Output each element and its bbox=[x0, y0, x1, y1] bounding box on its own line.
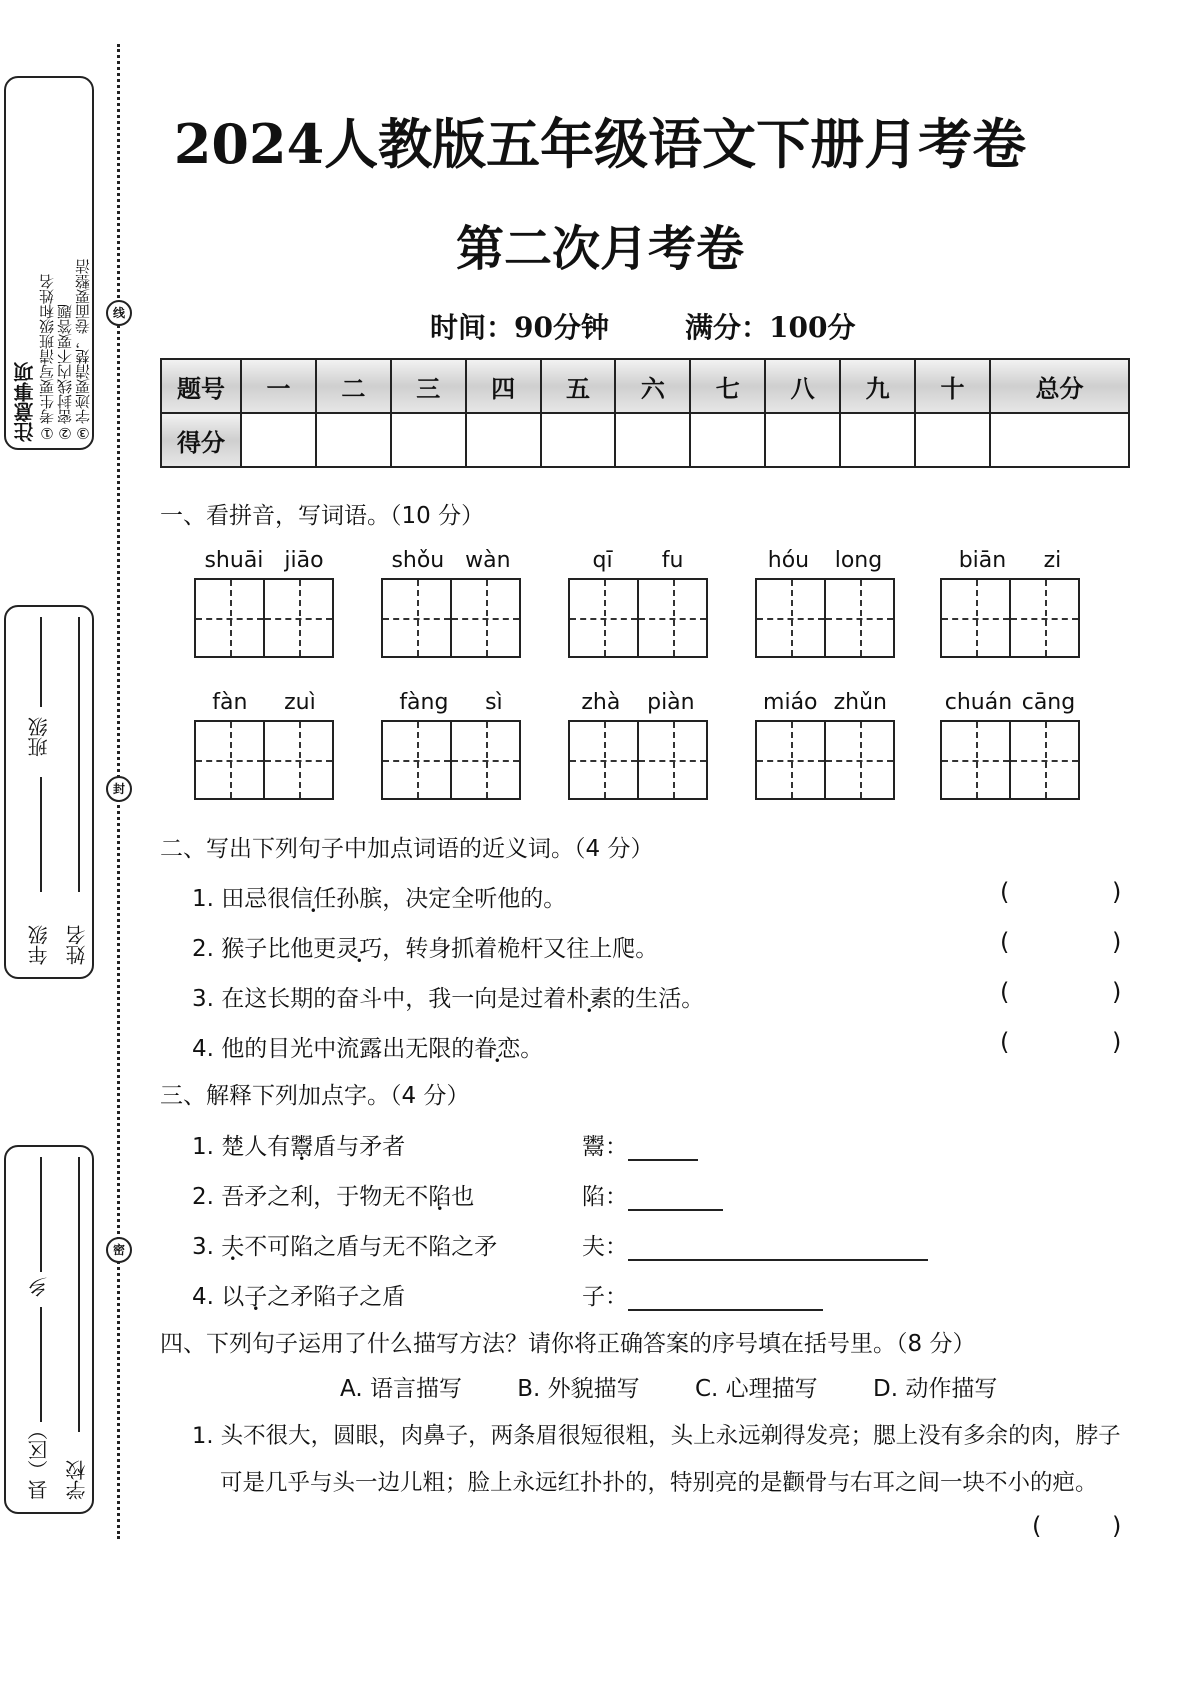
grade-label: 年级 bbox=[27, 925, 51, 965]
pinyin-word: shuāi jiāo bbox=[194, 548, 334, 658]
synonym-question-2: 2. 猴子比他更灵巧，转身抓着桅杆又往上爬。 bbox=[192, 936, 659, 962]
option-a: A. 语言描写 bbox=[340, 1376, 462, 1402]
option-d: D. 动作描写 bbox=[872, 1376, 998, 1402]
answer-line[interactable] bbox=[628, 1287, 823, 1311]
col-6: 六 bbox=[615, 359, 690, 413]
col-1: 一 bbox=[241, 359, 316, 413]
name-label: 姓名 bbox=[65, 925, 89, 965]
notice-item-2: ②密封线内不要答题 bbox=[56, 304, 74, 442]
notice-item-3: ③字迹要清楚，卷面要整洁 bbox=[74, 259, 92, 442]
answer-paren-close: ) bbox=[1112, 878, 1122, 906]
answer-line[interactable] bbox=[628, 1187, 723, 1211]
full-score: 满分：100分 bbox=[685, 311, 856, 344]
option-c: C. 心理描写 bbox=[694, 1376, 818, 1402]
question-number-label: 题号 bbox=[161, 359, 241, 413]
answer-paren-open: ( bbox=[1032, 1512, 1042, 1540]
writing-grid[interactable] bbox=[568, 578, 708, 658]
writing-grid[interactable] bbox=[381, 578, 521, 658]
synonym-question-4: 4. 他的目光中流露出无限的眷恋。 bbox=[192, 1036, 544, 1062]
writing-grid[interactable] bbox=[940, 720, 1080, 800]
pinyin-word: hóu long bbox=[755, 548, 895, 658]
col-4: 四 bbox=[466, 359, 541, 413]
section-3-heading: 三、解释下列加点字。（4 分） bbox=[160, 1083, 470, 1109]
writing-grid[interactable] bbox=[755, 578, 895, 658]
option-list bbox=[340, 1370, 1045, 1403]
score-label: 得分 bbox=[161, 413, 241, 467]
pinyin-word: chuán cāng bbox=[940, 690, 1080, 800]
explain-answer-1: 鬻： bbox=[582, 1128, 698, 1161]
score-cell[interactable] bbox=[541, 413, 616, 467]
col-total: 总分 bbox=[990, 359, 1129, 413]
describe-question-1-line-1: 1. 头不很大，圆眼，肉鼻子，两条眉很短很粗，头上永远剃得发亮；腮上没有多余的肉，脖子 bbox=[192, 1423, 1121, 1449]
col-9: 九 bbox=[840, 359, 915, 413]
answer-paren-open: ( bbox=[1000, 978, 1010, 1006]
county-field[interactable] bbox=[40, 1307, 42, 1422]
answer-paren-close: ) bbox=[1112, 928, 1122, 956]
class-label: 班级 bbox=[27, 717, 51, 757]
section-1-heading: 一、看拼音，写词语。（10 分） bbox=[160, 503, 485, 529]
pinyin-word: zhà piàn bbox=[568, 690, 708, 800]
col-3: 三 bbox=[391, 359, 466, 413]
pinyin-word: fàng sì bbox=[381, 690, 521, 800]
col-10: 十 bbox=[915, 359, 990, 413]
writing-grid[interactable] bbox=[381, 720, 521, 800]
seal-mark-mi: 密 bbox=[106, 1237, 132, 1263]
score-cell[interactable] bbox=[466, 413, 541, 467]
option-b: B. 外貌描写 bbox=[517, 1376, 640, 1402]
col-5: 五 bbox=[541, 359, 616, 413]
answer-line[interactable] bbox=[628, 1237, 928, 1261]
col-7: 七 bbox=[690, 359, 765, 413]
score-cell[interactable] bbox=[840, 413, 915, 467]
score-cell[interactable] bbox=[391, 413, 466, 467]
pinyin-word: shǒu wàn bbox=[381, 548, 521, 658]
school-field[interactable] bbox=[78, 1157, 80, 1432]
answer-paren-open: ( bbox=[1000, 1028, 1010, 1056]
section-2-heading: 二、写出下列句子中加点词语的近义词。（4 分） bbox=[160, 836, 654, 862]
pinyin-word: qī fu bbox=[568, 548, 708, 658]
explain-question-3: 3. 夫不可陷之盾与无不陷之矛 bbox=[192, 1234, 498, 1260]
answer-paren-close: ) bbox=[1112, 1028, 1122, 1056]
writing-grid[interactable] bbox=[755, 720, 895, 800]
writing-grid[interactable] bbox=[568, 720, 708, 800]
answer-paren-open: ( bbox=[1000, 928, 1010, 956]
school-info-box bbox=[4, 1145, 94, 1514]
notice-box bbox=[4, 76, 94, 450]
synonym-question-3: 3. 在这长期的奋斗中，我一向是过着朴素的生活。 bbox=[192, 986, 705, 1012]
explain-answer-2: 陷： bbox=[582, 1178, 723, 1211]
section-4-heading: 四、下列句子运用了什么描写方法？请你将正确答案的序号填在括号里。（8 分） bbox=[160, 1331, 976, 1357]
explain-answer-3: 夫： bbox=[582, 1228, 928, 1261]
pinyin-word: miáo zhǔn bbox=[755, 690, 895, 800]
score-cell[interactable] bbox=[241, 413, 316, 467]
seal-mark-xian: 线 bbox=[106, 300, 132, 326]
page-subtitle: 第二次月考卷 bbox=[455, 221, 744, 277]
score-cell[interactable] bbox=[765, 413, 840, 467]
student-info-box bbox=[4, 605, 94, 979]
score-cell[interactable] bbox=[990, 413, 1129, 467]
seal-mark-feng: 封 bbox=[106, 776, 132, 802]
answer-paren-close: ) bbox=[1112, 1512, 1122, 1540]
answer-line[interactable] bbox=[628, 1137, 698, 1161]
explain-question-2: 2. 吾矛之利，于物无不陷也 bbox=[192, 1184, 475, 1210]
pinyin-word: biān zi bbox=[940, 548, 1080, 658]
notice-item-1: ①考生要写清班级和姓名 bbox=[38, 274, 56, 442]
writing-grid[interactable] bbox=[194, 720, 334, 800]
score-cell[interactable] bbox=[316, 413, 391, 467]
col-8: 八 bbox=[765, 359, 840, 413]
score-cell[interactable] bbox=[915, 413, 990, 467]
explain-question-1: 1. 楚人有鬻盾与矛者 bbox=[192, 1134, 406, 1160]
explain-answer-4: 子： bbox=[582, 1278, 823, 1311]
county-label: 县（区） bbox=[27, 1420, 51, 1500]
school-label: 学校 bbox=[65, 1460, 89, 1500]
answer-paren-open: ( bbox=[1000, 878, 1010, 906]
score-cell[interactable] bbox=[615, 413, 690, 467]
writing-grid[interactable] bbox=[194, 578, 334, 658]
name-field[interactable] bbox=[78, 617, 80, 892]
pinyin-word: fàn zuì bbox=[194, 690, 334, 800]
synonym-question-1: 1. 田忌很信任孙膑，决定全听他的。 bbox=[192, 886, 567, 912]
describe-question-1-line-2: 可是几乎与头一边儿粗；脸上永远红扑扑的，特别亮的是颧骨与右耳之间一块不小的疤。 bbox=[220, 1470, 1098, 1496]
answer-paren-close: ) bbox=[1112, 978, 1122, 1006]
exam-time: 时间：90分钟 bbox=[430, 311, 609, 344]
notice-label: 注意事项 bbox=[13, 362, 37, 442]
township-label: 乡 bbox=[27, 1277, 51, 1297]
writing-grid[interactable] bbox=[940, 578, 1080, 658]
col-2: 二 bbox=[316, 359, 391, 413]
grade-field[interactable] bbox=[40, 777, 42, 892]
score-table bbox=[160, 358, 1130, 468]
page-title: 2024人教版五年级语文下册月考卷 bbox=[173, 112, 1027, 176]
explain-question-4: 4. 以子之矛陷子之盾 bbox=[192, 1284, 406, 1310]
score-cell[interactable] bbox=[690, 413, 765, 467]
